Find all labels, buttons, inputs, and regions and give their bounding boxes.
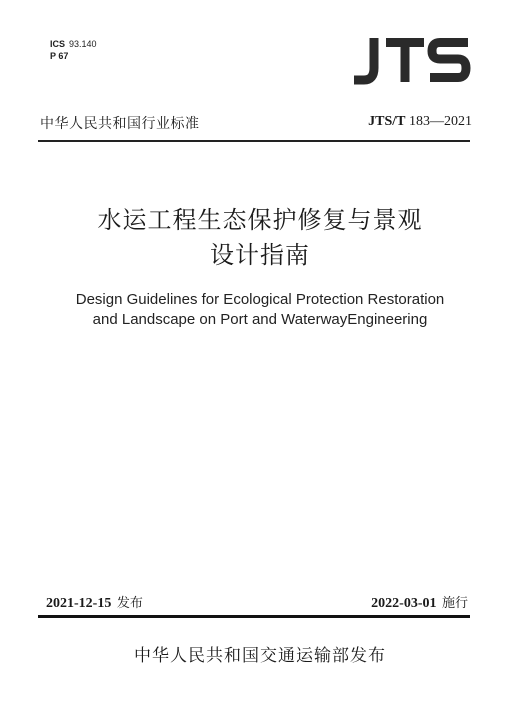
classification-block — [50, 38, 97, 62]
issue-date — [46, 592, 143, 612]
ics-code — [50, 38, 97, 50]
title-en-line1: Design Guidelines for Ecological Protection Restoration — [75, 291, 445, 308]
jts-logo — [352, 34, 472, 86]
logo-text: JTS — [412, 64, 414, 65]
publisher: 中华人民共和国交通运输部发布 — [134, 646, 386, 666]
standard-category: 中华人民共和国行业标准 — [40, 116, 200, 132]
standard-code — [368, 114, 472, 130]
title-cn-line1: 水运工程生态保护修复与景观 — [97, 206, 423, 234]
code-prefix: JTS/T — [368, 114, 406, 129]
ccs-code: P 67 — [50, 51, 69, 61]
effective-date — [371, 592, 468, 612]
title-cn-line2: 设计指南 — [210, 241, 310, 269]
top-divider — [38, 140, 470, 142]
issue-date-value: 2021-12-15 — [46, 596, 112, 611]
effective-date-value: 2022-03-01 — [371, 596, 437, 611]
effective-label: 施行 — [441, 596, 468, 611]
bottom-divider — [38, 615, 470, 618]
ics-label: ICS — [50, 39, 66, 49]
title-en-line2: and Landscape on Port and WaterwayEngineering — [92, 311, 428, 328]
ics-value: 93.140 — [69, 39, 97, 49]
code-number: 183—2021 — [409, 114, 472, 129]
issue-label: 发布 — [116, 596, 143, 611]
